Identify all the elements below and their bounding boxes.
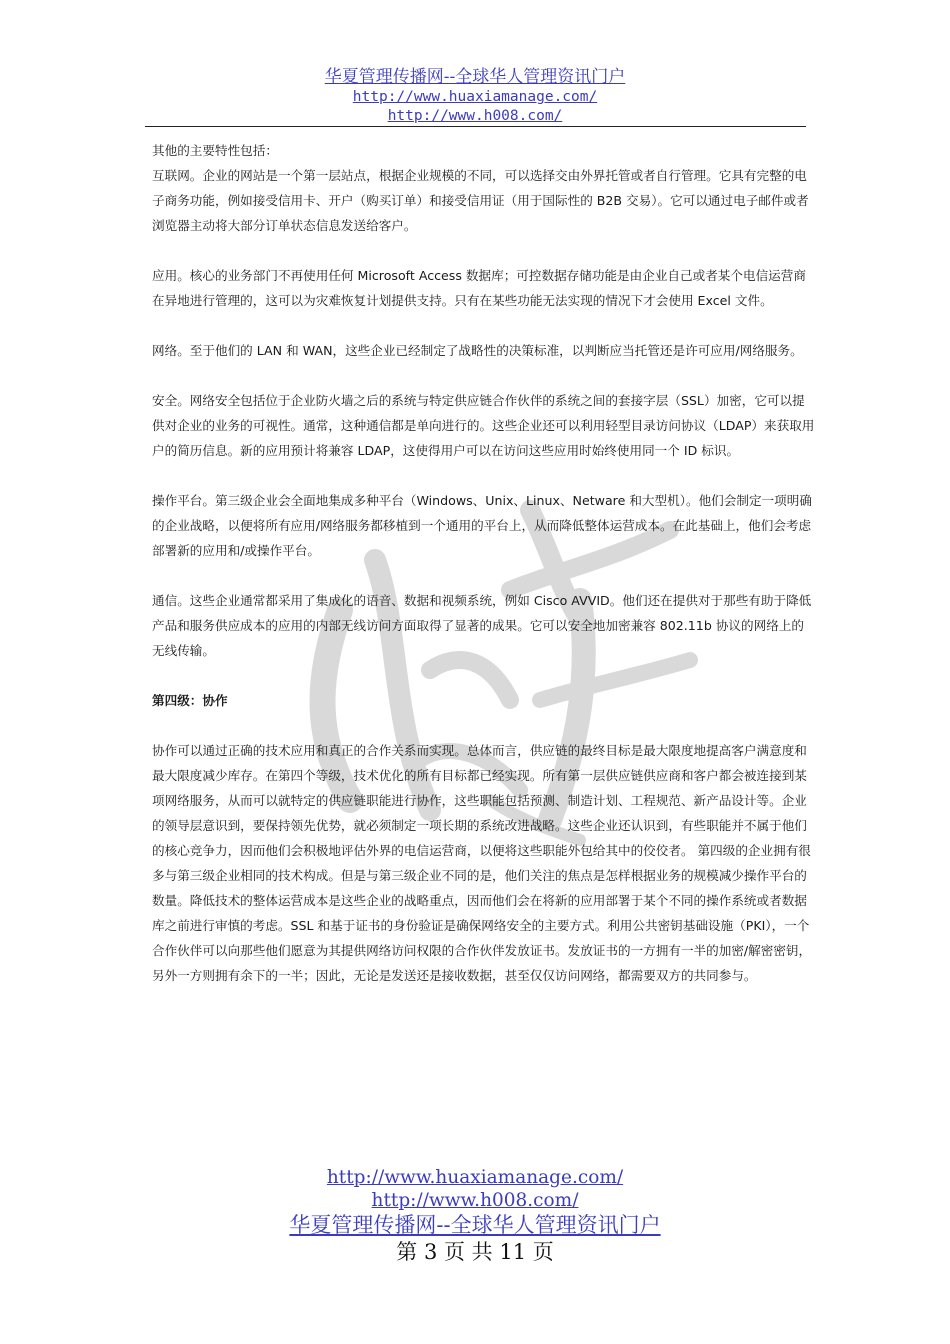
header-divider bbox=[145, 126, 806, 127]
intro-line: 其他的主要特性包括： bbox=[152, 143, 278, 158]
page-footer bbox=[200, 1166, 750, 1265]
paragraph-internet: 互联网。企业的网站是一个第一层站点，根据企业规模的不同，可以选择交由外界托管或者自行管理。它具有完整的电子商务功能，例如接受信用卡、开户（购买订单）和接受信用证（用于国际性的 B2B 交易）。它可以通过电子邮件或者浏览器主动将大部分订单状态信息发送给客户。 bbox=[152, 168, 809, 233]
header-url-h008-link[interactable]: http://www.h008.com/ bbox=[387, 108, 563, 124]
footer-site-name-link[interactable]: 华夏管理传播网--全球华人管理资讯门户 bbox=[289, 1213, 661, 1237]
header-url-huaxiamanage-link[interactable]: http://www.huaxiamanage.com/ bbox=[352, 89, 598, 105]
footer-url-h008-link[interactable]: http://www.h008.com/ bbox=[371, 1190, 579, 1211]
paragraph-network: 网络。至于他们的 LAN 和 WAN，这些企业已经制定了战略性的决策标准，以判断应当托管还是许可应用/网络服务。 bbox=[152, 343, 803, 358]
paragraph-security: 安全。网络安全包括位于企业防火墙之后的系统与特定供应链合作伙伴的系统之间的套接字层（SSL）加密，它可以提供对企业的业务的可视性。通常，这种通信都是单向进行的。这些企业还可以利用轻型目录访问协议（LDAP）来获取用户的简历信息。新的应用预计将兼容 LDAP，这使得用户可以在访问这些应用时始终使用同一个 ID 标识。 bbox=[152, 393, 815, 458]
section-heading-level-four: 第四级：协作 bbox=[152, 693, 228, 708]
paragraph-communications: 通信。这些企业通常都采用了集成化的语音、数据和视频系统，例如 Cisco AVVID。他们还在提供对于那些有助于降低产品和服务供应成本的应用的内部无线访问方面取得了显著的成果。它可以安全地加密兼容 802.11b 协议的网络上的无线传输。 bbox=[152, 593, 812, 658]
paragraph-applications: 应用。核心的业务部门不再使用任何 Microsoft Access 数据库；可控数据存储功能是由企业自己或者某个电信运营商在异地进行管理的，这可以为灾难恢复计划提供支持。只有在某些功能无法实现的情况下才会使用 Excel 文件。 bbox=[152, 268, 806, 308]
page-header bbox=[145, 66, 805, 126]
document-body bbox=[152, 138, 816, 1013]
header-site-name-link[interactable]: 华夏管理传播网--全球华人管理资讯门户 bbox=[324, 67, 626, 87]
page-number: 第 3 页 共 11 页 bbox=[396, 1240, 554, 1264]
paragraph-operating-platform: 操作平台。第三级企业会全面地集成多种平台（Windows、Unix、Linux、Netware 和大型机）。他们会制定一项明确的企业战略，以便将所有应用/网络服务都移植到一个通用的平台上，从而降低整体运营成本。在此基础上，他们会考虑部署新的应用和/或操作平台。 bbox=[152, 493, 812, 558]
footer-url-huaxiamanage-link[interactable]: http://www.huaxiamanage.com/ bbox=[326, 1167, 624, 1188]
paragraph-collaboration: 协作可以通过正确的技术应用和真正的合作关系而实现。总体而言，供应链的最终目标是最大限度地提高客户满意度和最大限度减少库存。在第四个等级，技术优化的所有目标都已经实现。所有第一层供应链供应商和客户都会被连接到某项网络服务，从而可以就特定的供应链职能进行协作，这些职能包括预测、制造计划、工程规范、新产品设计等。企业的领导层意识到，要保持领先优势，就必须制定一项长期的系统改进战略。这些企业还认识到，有些职能并不属于他们的核心竞争力，因而他们会积极地评估外界的电信运营商，以便将这些职能外包给其中的佼佼者。 第四级的企业拥有很多与第三级企业相同的技术构成。但是与第三级企业不同的是，他们关注的焦点是怎样根据业务的规模减少操作平台的数量。降低技术的整体运营成本是这些企业的战略重点，因而他们会在将新的应用部署于某个不同的操作系统或者数据库之前进行审慎的考虑。SSL 和基于证书的身份验证是确保网络安全的主要方式。利用公共密钥基础设施（PKI），一个合作伙伴可以向那些他们愿意为其提供网络访问权限的合作伙伴发放证书。发放证书的一方拥有一半的加密/解密密钥，另外一方则拥有余下的一半；因此，无论是发送还是接收数据，甚至仅仅访问网络，都需要双方的共同参与。 bbox=[152, 743, 812, 983]
